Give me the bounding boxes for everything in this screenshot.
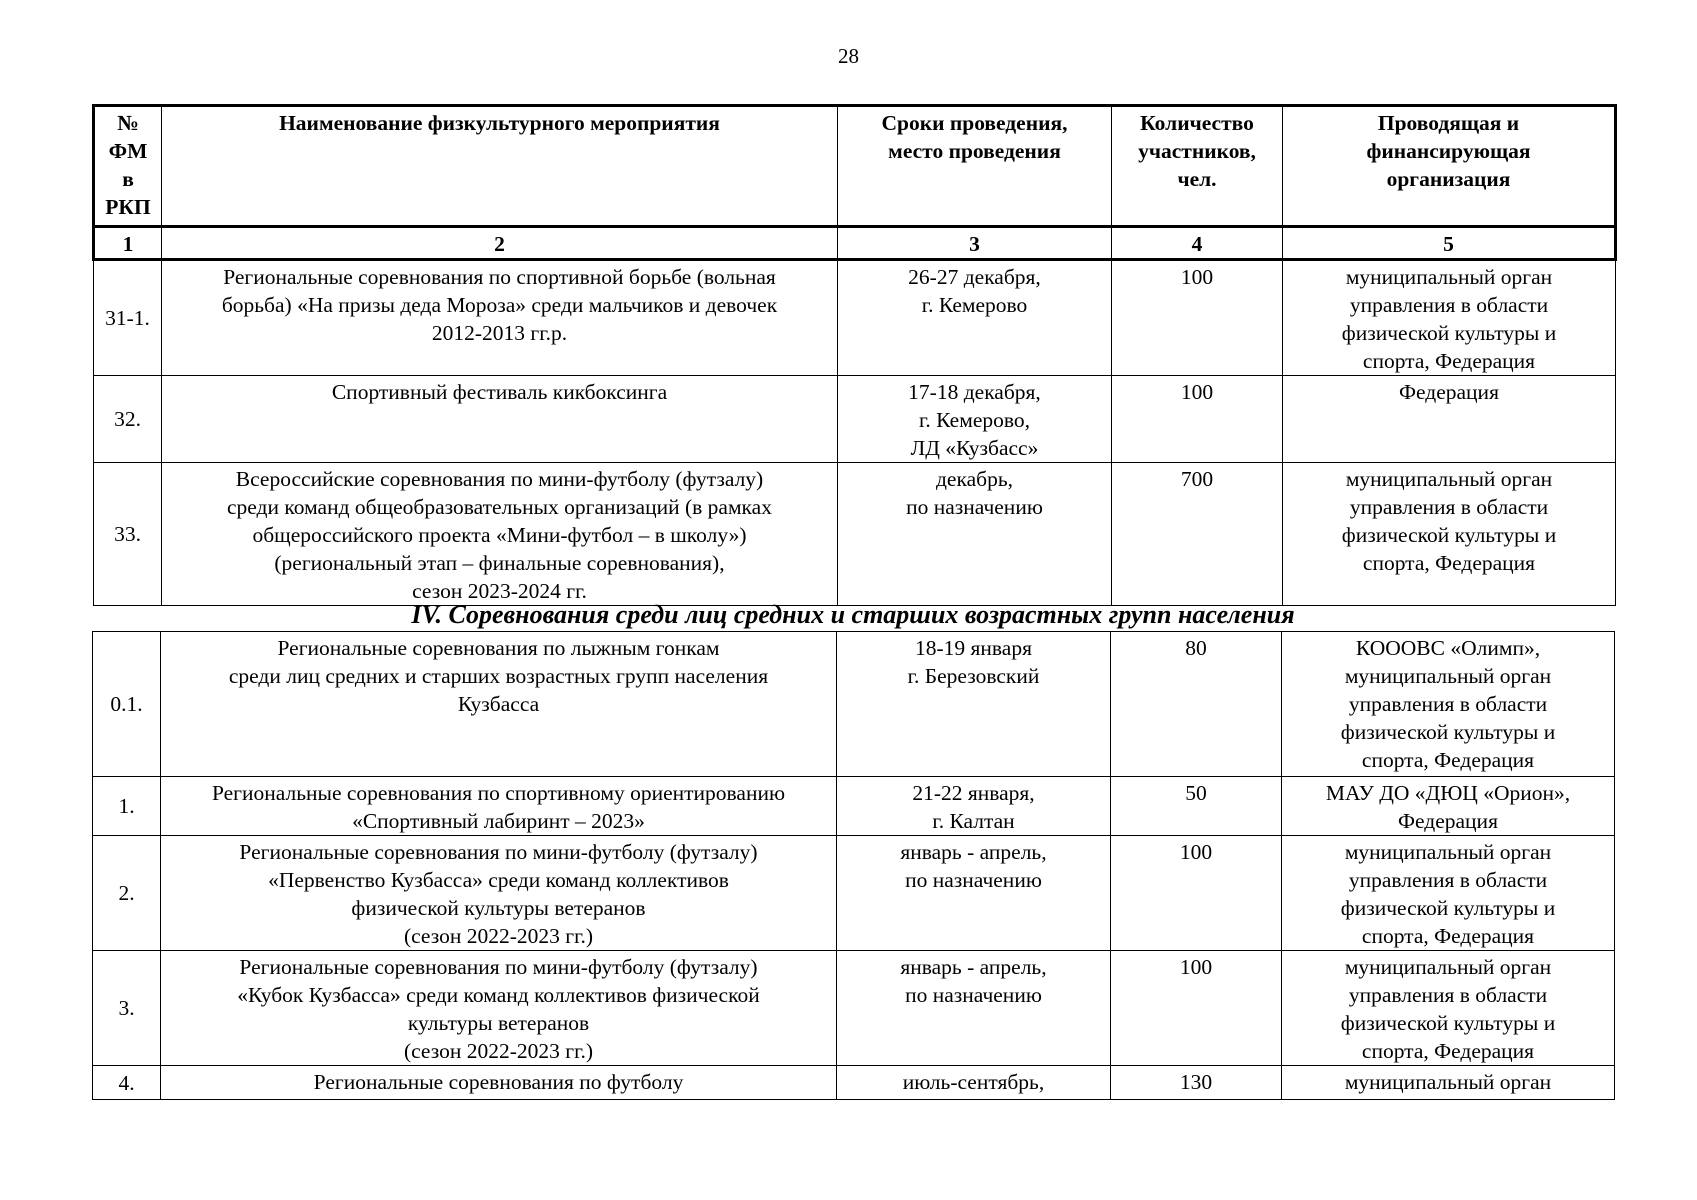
table-row xyxy=(94,376,1616,463)
section-title: IV. Соревнования среди лиц средних и старших возрастных групп населения xyxy=(411,600,1295,629)
event-organization: Федерация xyxy=(1283,376,1616,463)
table-row xyxy=(94,463,1616,606)
event-organization: муниципальный орган управления в области физической культуры и спорта, Федерация xyxy=(1283,463,1616,606)
header-col-organization: Проводящая и финансирующая организация xyxy=(1283,106,1616,227)
event-name: Региональные соревнования по спортивной борьбе (вольная борьба) «На призы деда Мороза» среди мальчиков и девочек 2012-2013 гг.р. xyxy=(162,260,838,376)
row-number: 31-1. xyxy=(94,260,162,376)
event-dates: январь - апрель, по назначению xyxy=(837,836,1111,951)
row-number: 32. xyxy=(94,376,162,463)
event-participants: 100 xyxy=(1111,951,1282,1066)
event-participants: 130 xyxy=(1111,1066,1282,1100)
event-organization: муниципальный орган xyxy=(1282,1066,1615,1100)
row-number: 33. xyxy=(94,463,162,606)
event-organization: КОООВС «Олимп», муниципальный орган управления в области физической культуры и спорта, Федерация xyxy=(1282,632,1615,777)
event-participants: 100 xyxy=(1112,376,1283,463)
row-number: 1. xyxy=(93,777,161,836)
event-dates: 17-18 декабря, г. Кемерово, ЛД «Кузбасс» xyxy=(838,376,1112,463)
header-index-4: 4 xyxy=(1112,227,1283,260)
row-number: 2. xyxy=(93,836,161,951)
table-row xyxy=(93,1066,1615,1100)
event-dates: 21-22 января, г. Калтан xyxy=(837,777,1111,836)
row-number: 3. xyxy=(93,951,161,1066)
event-name: Региональные соревнования по футболу xyxy=(161,1066,837,1100)
event-participants: 80 xyxy=(1111,632,1282,777)
events-table-bottom xyxy=(92,631,1615,1100)
event-name: Региональные соревнования по спортивному ориентированию «Спортивный лабиринт – 2023» xyxy=(161,777,837,836)
page-number: 28 xyxy=(838,44,859,68)
header-index-5: 5 xyxy=(1283,227,1616,260)
table-row xyxy=(93,836,1615,951)
event-participants: 100 xyxy=(1112,260,1283,376)
header-index-3: 3 xyxy=(838,227,1112,260)
event-dates: июль-сентябрь, xyxy=(837,1066,1111,1100)
table-row xyxy=(94,260,1616,376)
row-number: 4. xyxy=(93,1066,161,1100)
header-index-row xyxy=(94,227,1616,260)
event-dates: январь - апрель, по назначению xyxy=(837,951,1111,1066)
event-name: Всероссийские соревнования по мини-футболу (футзалу) среди команд общеобразовательных организаций (в рамках общероссийского проекта «Мини-футбол – в школу») (региональный этап – финальные соревнования), сезон 2023-2024 гг. xyxy=(162,463,838,606)
table-row xyxy=(93,632,1615,777)
event-name: Региональные соревнования по лыжным гонкам среди лиц средних и старших возрастных групп населения Кузбасса xyxy=(161,632,837,777)
row-number: 0.1. xyxy=(93,632,161,777)
event-participants: 100 xyxy=(1111,836,1282,951)
header-col-number: № ФМ в РКП xyxy=(94,106,162,227)
table-row xyxy=(93,777,1615,836)
event-organization: муниципальный орган управления в области физической культуры и спорта, Федерация xyxy=(1283,260,1616,376)
event-name: Региональные соревнования по мини-футболу (футзалу) «Кубок Кузбасса» среди команд коллективов физической культуры ветеранов (сезон 2022-2023 гг.) xyxy=(161,951,837,1066)
event-name: Региональные соревнования по мини-футболу (футзалу) «Первенство Кузбасса» среди команд коллективов физической культуры ветеранов (сезон 2022-2023 гг.) xyxy=(161,836,837,951)
table-row xyxy=(93,951,1615,1066)
header-col-participants: Количество участников, чел. xyxy=(1112,106,1283,227)
header-index-1: 1 xyxy=(94,227,162,260)
event-dates: декабрь, по назначению xyxy=(838,463,1112,606)
header-col-name: Наименование физкультурного мероприятия xyxy=(162,106,838,227)
events-table-top xyxy=(92,104,1617,606)
header-row xyxy=(94,106,1616,227)
event-organization: муниципальный орган управления в области физической культуры и спорта, Федерация xyxy=(1282,836,1615,951)
event-participants: 50 xyxy=(1111,777,1282,836)
event-organization: муниципальный орган управления в области физической культуры и спорта, Федерация xyxy=(1282,951,1615,1066)
event-dates: 26-27 декабря, г. Кемерово xyxy=(838,260,1112,376)
event-dates: 18-19 января г. Березовский xyxy=(837,632,1111,777)
header-col-dates: Сроки проведения, место проведения xyxy=(838,106,1112,227)
event-name: Спортивный фестиваль кикбоксинга xyxy=(162,376,838,463)
header-index-2: 2 xyxy=(162,227,838,260)
event-participants: 700 xyxy=(1112,463,1283,606)
event-organization: МАУ ДО «ДЮЦ «Орион», Федерация xyxy=(1282,777,1615,836)
